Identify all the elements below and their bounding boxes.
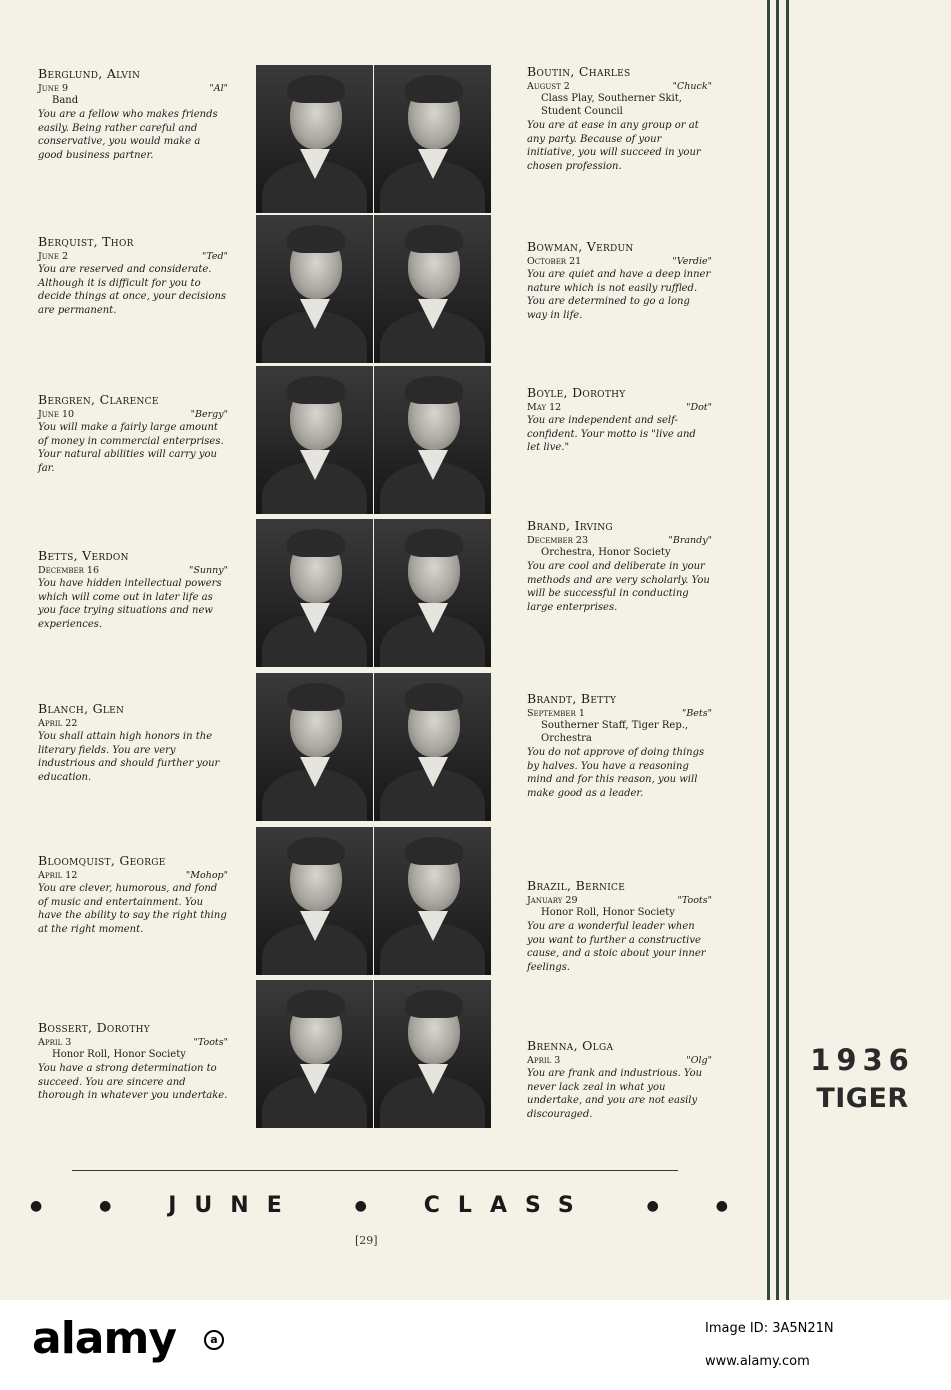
student-entry [527,64,712,173]
student-name: Berquist, Thor [38,234,134,249]
nickname: "Bets" [681,708,712,719]
student-name: Betts, Verdon [38,548,129,563]
student-entry [38,1020,228,1103]
portrait-photo [256,827,373,975]
student-entry [527,1038,712,1121]
footer-word: JUNE [168,1193,300,1218]
portrait-photo [374,366,491,514]
activities: Southerner Staff, Tiger Rep., Orchestra [541,720,689,744]
yearbook-title [805,1043,920,1114]
student-name: Brenna, Olga [527,1038,614,1053]
student-entry [38,392,228,475]
portrait-photo [256,519,373,667]
activities: Honor Roll, Honor Society [541,907,675,918]
portrait-photo [374,827,491,975]
student-name: Bossert, Dorothy [38,1020,151,1035]
birth-date: April 3 [527,1055,561,1066]
student-name: Bergren, Clarence [38,392,159,407]
dot-icon: ● [354,1197,369,1214]
description: You shall attain high honors in the literary fields. You are very industrious and should further your education. [38,731,220,783]
student-entry [527,239,712,322]
description: You have hidden intellectual powers which will come out in later life as you face trying situations and new experiences. [38,578,222,630]
nickname: "Verdie" [672,256,712,267]
student-entry [38,66,228,162]
description: You are cool and deliberate in your methods and are very scholarly. You will be successful in conducting large enterprises. [527,561,710,613]
birth-date: January 29 [527,895,578,906]
nickname: "Al" [209,83,228,94]
birth-date: April 12 [38,870,78,881]
dot-icon: ● [99,1197,114,1214]
image-id: Image ID: 3A5N21N [705,1321,834,1336]
portrait-photo [374,65,491,213]
student-name: Bloomquist, George [38,853,166,868]
birth-date: June 2 [38,251,69,262]
activities: Band [52,95,79,106]
student-name: Boutin, Charles [527,64,631,79]
birth-date: August 2 [527,81,570,92]
birth-date: December 23 [527,535,588,546]
birth-date: April 3 [38,1037,72,1048]
activities: Honor Roll, Honor Society [52,1049,186,1060]
portrait-photo [374,519,491,667]
student-entry [527,518,712,614]
nickname: "Sunny" [189,565,228,576]
description: You are clever, humorous, and fond of music and entertainment. You have the ability to say the right thing at the right moment. [38,883,227,935]
alamy-logo-icon: a [204,1330,224,1350]
yearbook-name: TIGER [816,1083,909,1114]
year: 1936 [810,1043,915,1077]
student-name: Boyle, Dorothy [527,385,626,400]
birth-date: May 12 [527,402,562,413]
student-entry [527,385,712,455]
description: You are frank and industrious. You never lack zeal in what you undertake, and you are not easily discouraged. [527,1068,703,1120]
nickname: "Dot" [686,402,712,413]
birth-date: April 22 [38,718,78,729]
portrait-photo [256,215,373,363]
nickname: "Toots" [677,895,712,906]
student-name: Brand, Irving [527,518,613,533]
student-name: Bowman, Verdun [527,239,634,254]
description: You do not approve of doing things by halves. You have a reasoning mind and for this reason, you will make good as a leader. [527,747,705,799]
activities: Orchestra, Honor Society [541,547,671,558]
portrait-photo [374,980,491,1128]
border-rule [786,0,789,1300]
birth-date: September 1 [527,708,585,719]
student-entry [527,878,712,974]
portrait-photo [256,366,373,514]
description: You are a fellow who makes friends easily. Being rather careful and conservative, you would make a good business partner. [38,109,218,161]
student-entry [38,234,228,317]
student-entry [527,691,712,800]
border-rule [767,0,770,1300]
watermark-logo: alamy [32,1313,176,1364]
student-name: Brandt, Betty [527,691,617,706]
portrait-photo [256,980,373,1128]
footer-word: CLASS [423,1193,592,1218]
portrait-photo [374,673,491,821]
page-number: [29] [355,1234,378,1247]
description: You will make a fairly large amount of money in commercial enterprises. Your natural abilities will carry you far. [38,422,224,474]
birth-date: October 21 [527,256,582,267]
student-name: Berglund, Alvin [38,66,141,81]
student-entry [38,548,228,631]
nickname: "Brandy" [668,535,712,546]
dot-icon: ● [715,1197,730,1214]
birth-date: December 16 [38,565,99,576]
nickname: "Mohop" [185,870,228,881]
description: You are reserved and considerate. Although it is difficult for you to decide things at once, your decisions are permanent. [38,264,227,316]
nickname: "Olg" [686,1055,712,1066]
student-entry [38,853,228,936]
birth-date: June 10 [38,409,75,420]
description: You are at ease in any group or at any party. Because of your initiative, you will succeed in your chosen profession. [527,120,701,172]
description: You are independent and self-confident. Your motto is "live and let live." [527,415,696,453]
footer-rule [72,1170,678,1171]
nickname: "Toots" [193,1037,228,1048]
border-rule [776,0,779,1300]
student-name: Blanch, Glen [38,701,125,716]
student-entry [38,701,228,784]
nickname: "Ted" [201,251,228,262]
portrait-photo [374,215,491,363]
description: You have a strong determination to succeed. You are sincere and thorough in whatever you undertake. [38,1063,228,1101]
footer-banner [30,1193,730,1218]
portrait-photo [256,673,373,821]
description: You are quiet and have a deep inner nature which is not easily ruffled. You are determined to go a long way in life. [527,269,711,321]
dot-icon: ● [646,1197,661,1214]
dot-icon: ● [30,1197,45,1214]
site-url: www.alamy.com [705,1354,810,1369]
birth-date: June 9 [38,83,69,94]
activities: Class Play, Southerner Skit, Student Council [541,93,682,117]
nickname: "Bergy" [190,409,228,420]
description: You are a wonderful leader when you want to further a constructive cause, and a stoic about your inner feelings. [527,921,706,973]
nickname: "Chuck" [672,81,712,92]
student-name: Brazil, Bernice [527,878,626,893]
portrait-photo [256,65,373,213]
